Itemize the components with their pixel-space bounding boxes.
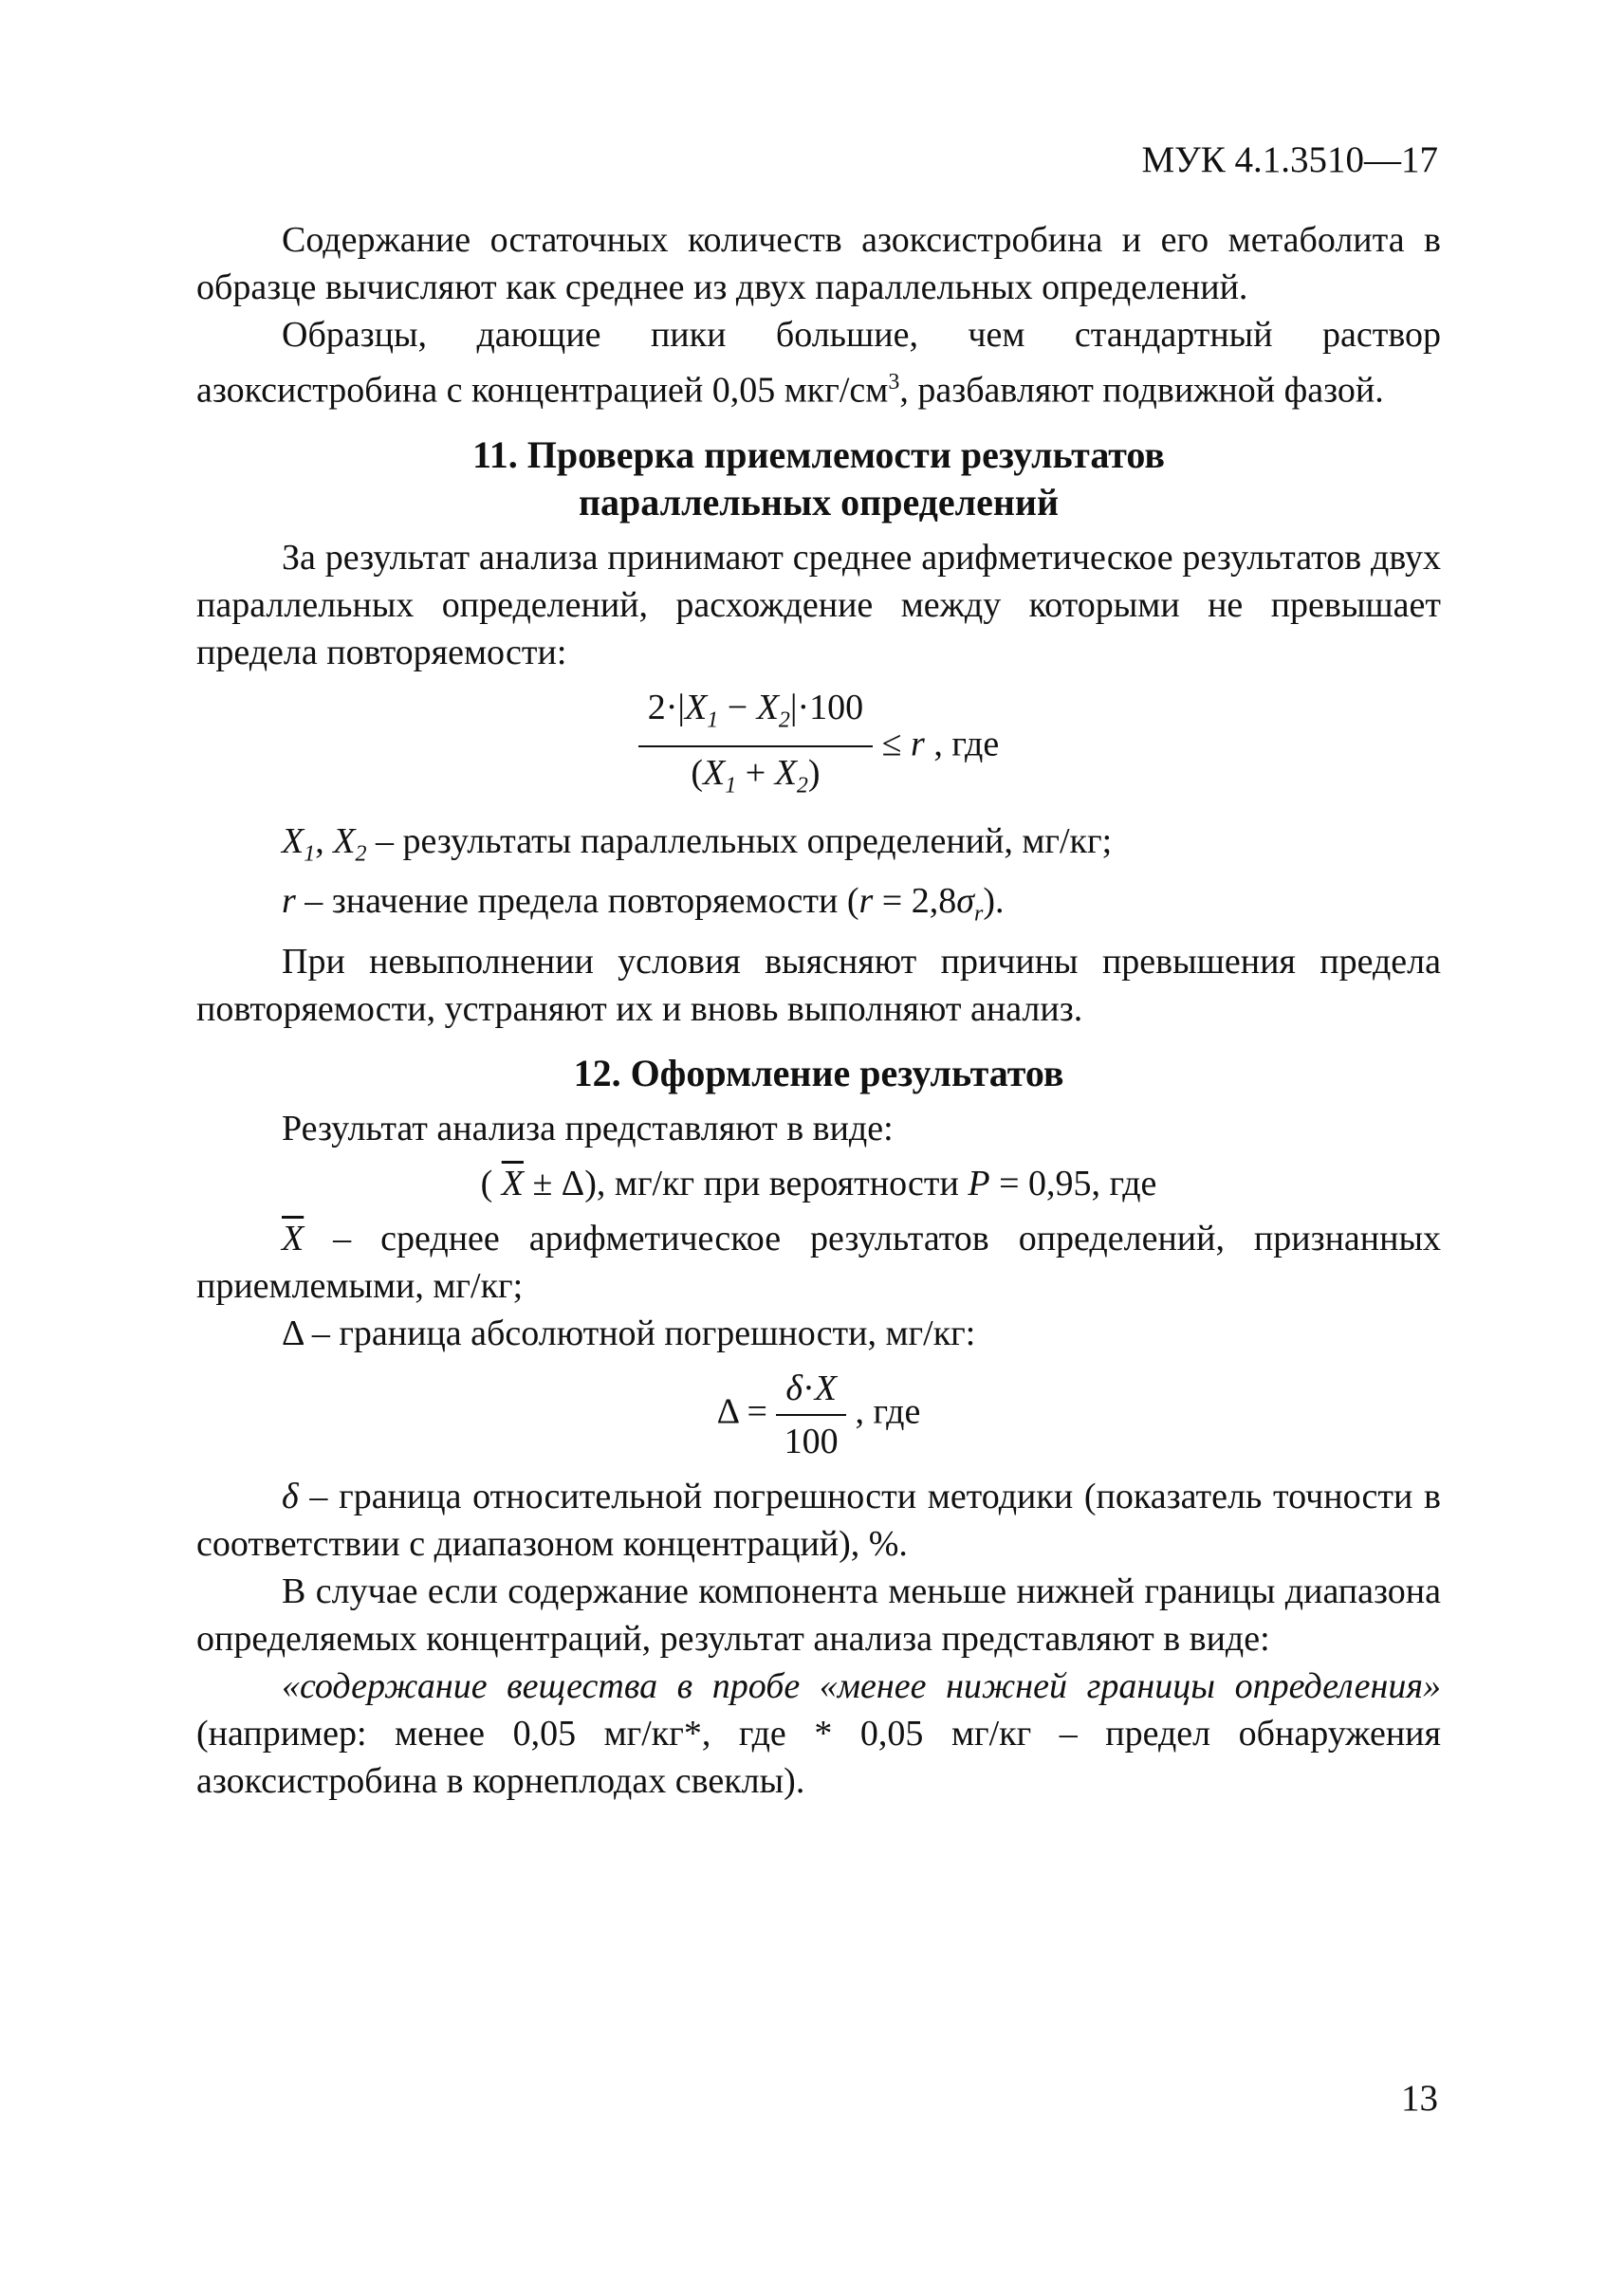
page-body [196, 216, 1441, 1805]
delta-tail: , где [845, 1391, 921, 1432]
num-sub2: 2 [778, 707, 790, 733]
den-x2: X [774, 753, 797, 794]
delta-num-x: X [814, 1368, 837, 1409]
def-small-delta: δ [282, 1477, 299, 1517]
definition-delta: Δ – граница абсолютной погрешности, мг/кг: [282, 1313, 976, 1354]
result-mid: ± Δ), мг/кг при вероятности [523, 1164, 969, 1204]
section-12-paragraph-3 [196, 1662, 1441, 1805]
def2-sigma: σ [956, 881, 974, 922]
fraction-denominator [638, 747, 873, 810]
def2-sub: r [973, 902, 984, 928]
delta-num-delta: δ [785, 1368, 803, 1409]
result-p: P [968, 1164, 990, 1204]
def1-x1: X [282, 820, 304, 861]
delta-fraction [776, 1365, 846, 1465]
delta-lhs: Δ = [716, 1391, 777, 1432]
fraction-numerator [638, 684, 873, 748]
def-xbar: $\overline{X}$ [282, 1219, 304, 1259]
result-formula [196, 1160, 1441, 1207]
def2-text: – значение предела повторяемости ( [295, 881, 859, 922]
section-12-title: 12. Оформление результатов [573, 1052, 1064, 1095]
document-code: МУК 4.1.3510—17 [1141, 139, 1438, 180]
def1-x2: X [333, 820, 356, 861]
section-11-title [196, 432, 1441, 526]
formula-leq: ≤ [873, 723, 912, 763]
delta-num-dot: · [803, 1368, 815, 1409]
den-sub1: 1 [725, 773, 737, 799]
definition-r [196, 877, 1441, 938]
def2-eq: = 2,8 [873, 881, 957, 922]
den-close: ) [807, 753, 821, 794]
def-small-delta-text: – граница относительной погрешности методики (показатель точности в соответствии с диапазоном концентраций), %. [196, 1477, 1441, 1565]
num-sub1: 1 [707, 707, 719, 733]
num-minus: − [718, 687, 757, 727]
def2-close: ). [983, 881, 1005, 922]
definition-xbar [196, 1215, 1441, 1310]
result-xbar: $\overline{X}$ [501, 1164, 524, 1204]
repeatability-formula [196, 684, 1441, 810]
intro-paragraph-1: Содержание остаточных количеств азоксистробина и его метаболита в образце вычисляют как среднее из двух параллельных определений. [196, 220, 1441, 307]
p3-italic: «содержание вещества в пробе «менее нижней границы определения» [282, 1666, 1441, 1707]
section-11-paragraph-2: При невыполнении условия выясняют причины превышения предела повторяемости, устраняют их и вновь выполняют анализ. [196, 942, 1441, 1030]
section-12-paragraph-1: Результат анализа представляют в виде: [282, 1109, 894, 1149]
definition-small-delta [196, 1473, 1441, 1568]
p3-text: (например: менее 0,05 мг/кг*, где * 0,05 мг/кг – предел обнаружения азоксистробина в корнеплодах свеклы). [196, 1714, 1441, 1802]
delta-denominator: 100 [784, 1422, 839, 1462]
section-11-paragraph-1: За результат анализа принимают среднее арифметическое результатов двух параллельных определений, расхождение между которыми не превышает предела повторяемости: [196, 537, 1441, 672]
def1-sub2: 2 [355, 841, 367, 867]
repeatability-fraction [638, 684, 873, 810]
def2-r2: r [858, 881, 874, 922]
den-open: ( [691, 753, 704, 794]
def1-text: – результаты параллельных определений, мг/кг; [366, 820, 1113, 861]
den-x1: X [703, 753, 726, 794]
delta-numerator [776, 1365, 846, 1416]
definition-x1-x2 [196, 817, 1441, 878]
den-sub2: 2 [796, 773, 808, 799]
num-prefix: 2·| [647, 687, 686, 727]
num-suffix: |·100 [789, 687, 864, 727]
page-number: 13 [1401, 2078, 1438, 2119]
formula-r: r [911, 723, 925, 763]
section-12-paragraph-2: В случае если содержание компонента меньше нижней границы диапазона определяемых концентраций, результат анализа представляют в виде: [196, 1571, 1441, 1660]
def1-comma: , [315, 820, 334, 861]
num-x1: X [685, 687, 708, 727]
result-end: = 0,95, где [989, 1164, 1157, 1204]
intro-p2-sup: 3 [888, 370, 900, 395]
formula-tail: , где [924, 723, 1000, 763]
num-x2: X [756, 687, 779, 727]
section-11-title-line2: параллельных определений [579, 480, 1059, 523]
section-11-title-line1: 11. Проверка приемлемости результатов [471, 432, 1166, 476]
def-xbar-text: – среднее арифметическое результатов определений, признанных приемлемыми, мг/кг; [196, 1219, 1441, 1307]
intro-p2-end: , разбавляют подвижной фазой. [899, 370, 1384, 411]
def2-r: r [282, 881, 296, 922]
def1-sub1: 1 [304, 841, 316, 867]
intro-p2-text: Образцы, дающие пики большие, чем стандартный раствор азоксистробина с концентрацией 0,05 мкг/см [196, 315, 1441, 411]
result-open: ( [480, 1164, 502, 1204]
delta-formula [196, 1365, 1441, 1465]
den-plus: + [736, 753, 775, 794]
intro-paragraph-2 [196, 311, 1441, 414]
